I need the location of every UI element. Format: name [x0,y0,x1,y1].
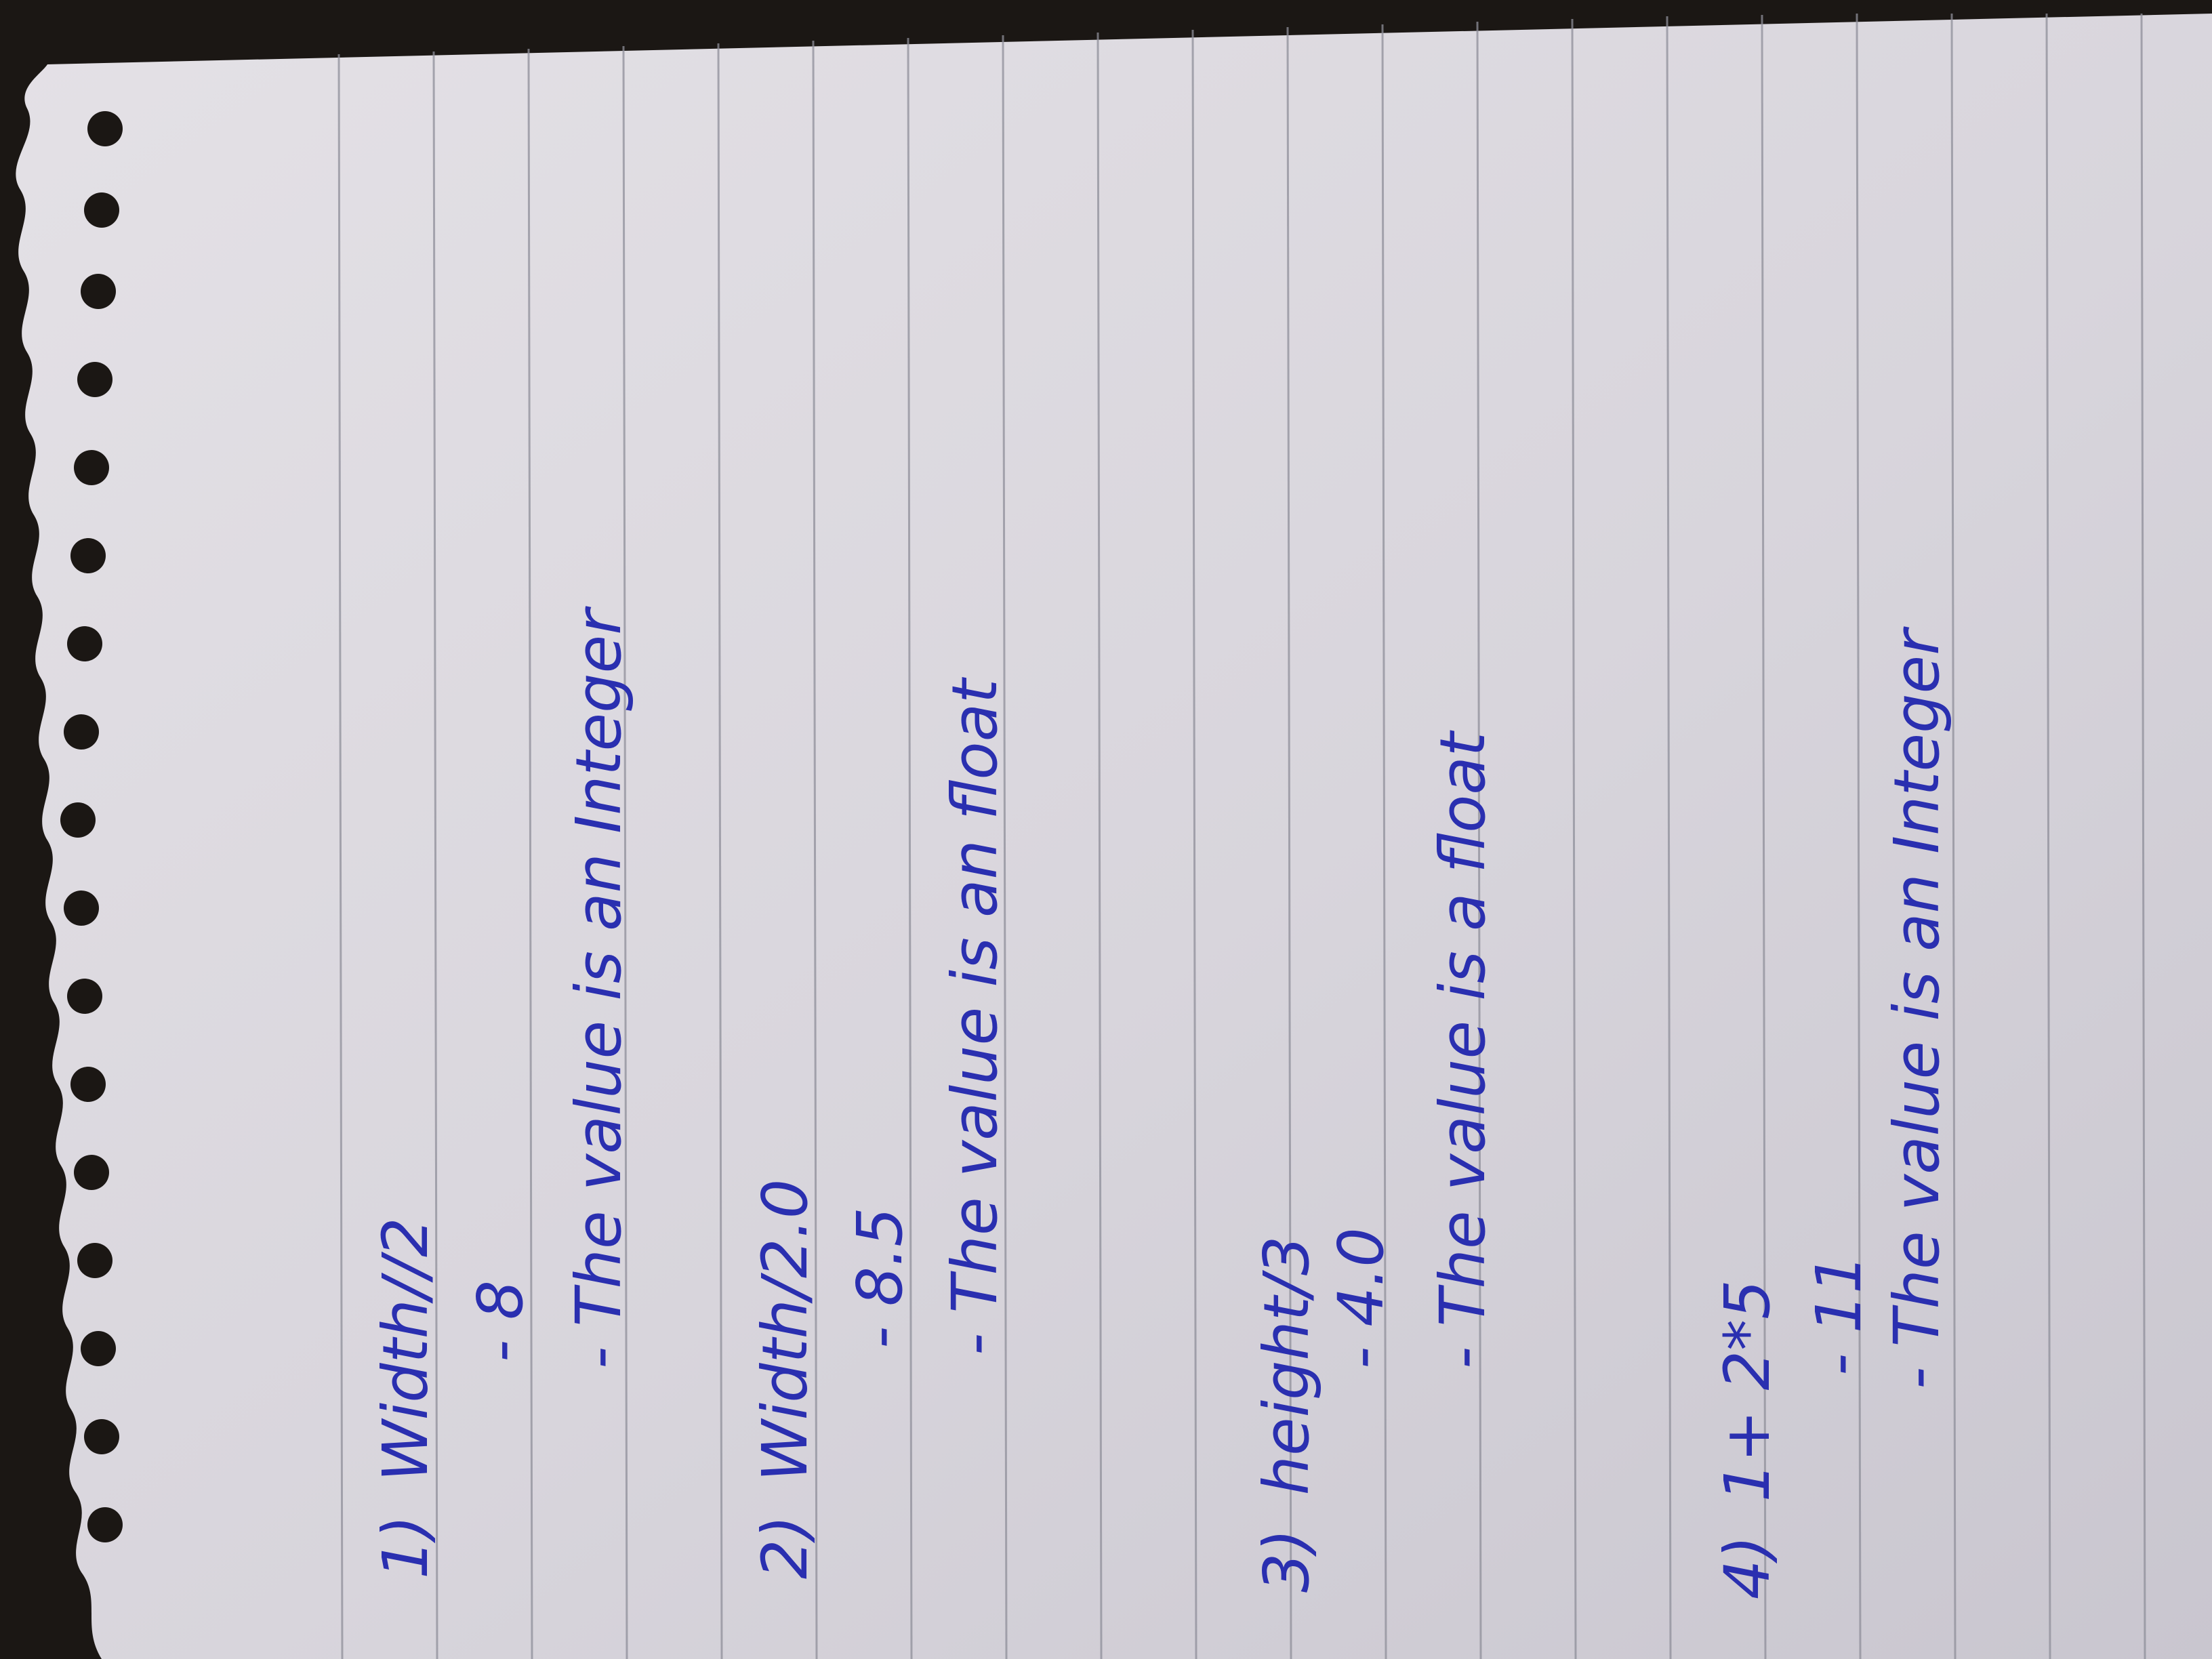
q3-expression: 3) height/3 [1250,1235,1323,1593]
q4-explanation: - The value is an Integer [1881,630,1953,1389]
q2-explanation: - The value is an float [939,678,1011,1355]
q1-explanation: - The value is an Integer [562,609,635,1369]
q2-result: - 8.5 [844,1207,916,1349]
q4-expression: 4) 1+ 2*5 [1711,1279,1784,1599]
q1-result: - 8 [464,1280,537,1362]
q3-explanation: - The value is a float [1427,732,1499,1369]
q3-result: - 4.0 [1325,1227,1397,1369]
q2-expression: 2) Width/2.0 [749,1179,821,1579]
q4-result: - 11 [1803,1254,1875,1376]
q1-expression: 1) Width//2 [369,1217,442,1579]
